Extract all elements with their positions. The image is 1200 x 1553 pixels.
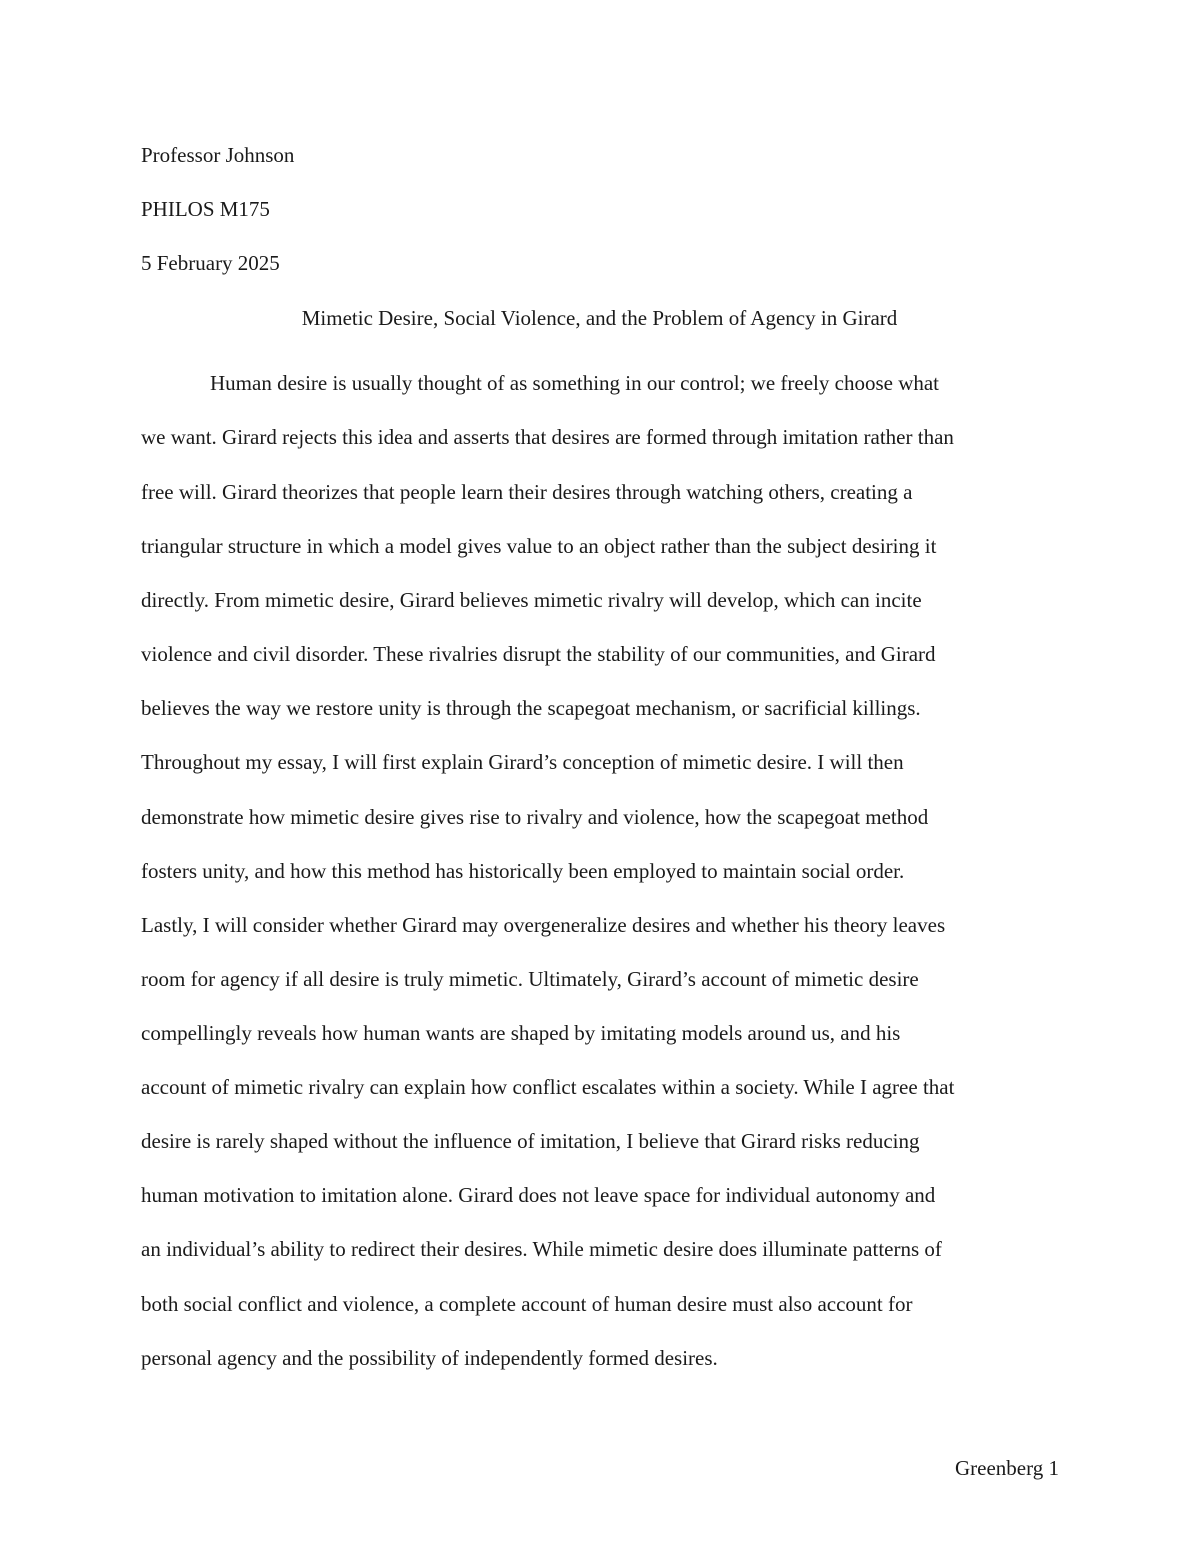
essay-title: Mimetic Desire, Social Violence, and the Problem of Agency in Girard — [301, 306, 898, 330]
body-line: Throughout my essay, I will first explain Girard’s conception of mimetic desire. I will then — [141, 750, 904, 774]
body-line: Human desire is usually thought of as something in our control; we freely choose what — [210, 371, 940, 395]
body-line: personal agency and the possibility of independently formed desires. — [141, 1346, 718, 1370]
body-line: compellingly reveals how human wants are shaped by imitating models around us, and his — [141, 1021, 901, 1045]
body-line: room for agency if all desire is truly mimetic. Ultimately, Girard’s account of mimetic desire — [141, 967, 919, 991]
body-line: human motivation to imitation alone. Girard does not leave space for individual autonomy and — [141, 1183, 936, 1207]
body-line: fosters unity, and how this method has historically been employed to maintain social order. — [141, 859, 905, 883]
course-code: PHILOS M175 — [141, 197, 270, 221]
body-line: both social conflict and violence, a complete account of human desire must also account for — [141, 1292, 913, 1316]
page-number: Greenberg 1 — [955, 1456, 1059, 1480]
document-date: 5 February 2025 — [141, 251, 280, 275]
body-line: demonstrate how mimetic desire gives rise to rivalry and violence, how the scapegoat method — [141, 805, 929, 829]
body-line: account of mimetic rivalry can explain how conflict escalates within a society. While I agree that — [141, 1075, 955, 1099]
body-line: an individual’s ability to redirect their desires. While mimetic desire does illuminate patterns of — [141, 1237, 942, 1261]
body-line: violence and civil disorder. These rivalries disrupt the stability of our communities, and Girard — [141, 642, 936, 666]
body-line: free will. Girard theorizes that people learn their desires through watching others, creating a — [141, 480, 913, 504]
body-line: believes the way we restore unity is through the scapegoat mechanism, or sacrificial killings. — [141, 696, 921, 720]
body-line: we want. Girard rejects this idea and asserts that desires are formed through imitation rather than — [141, 425, 954, 449]
body-line: directly. From mimetic desire, Girard believes mimetic rivalry will develop, which can incite — [141, 588, 922, 612]
body-line: triangular structure in which a model gives value to an object rather than the subject desiring it — [141, 534, 937, 558]
instructor-name: Professor Johnson — [141, 143, 295, 167]
body-line: desire is rarely shaped without the influence of imitation, I believe that Girard risks reducing — [141, 1129, 920, 1153]
body-line: Lastly, I will consider whether Girard may overgeneralize desires and whether his theory leaves — [141, 913, 946, 937]
